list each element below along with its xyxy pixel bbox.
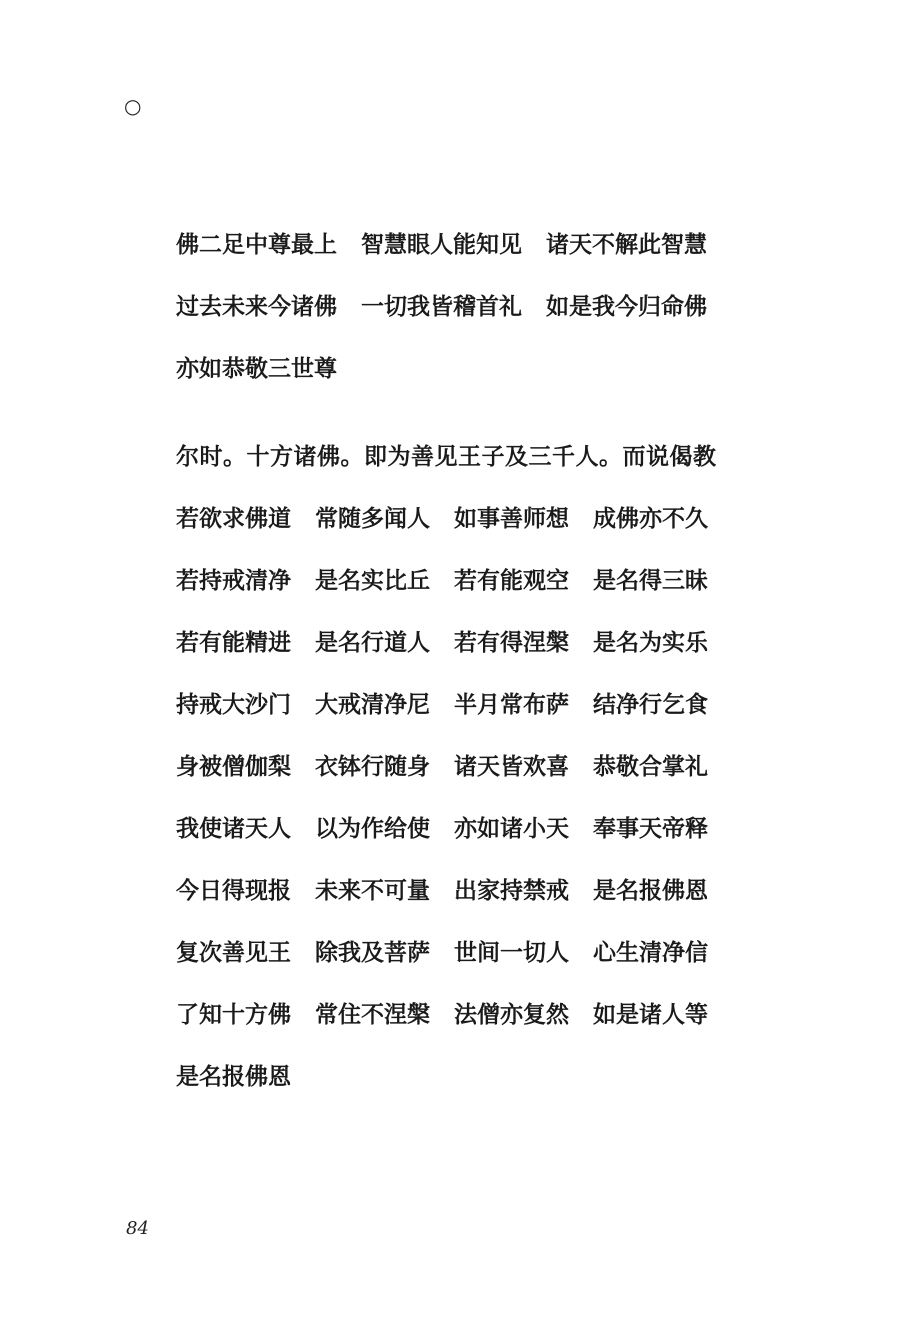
verse-line [176, 1063, 776, 1125]
verse-segment: 若持戒清净 [176, 567, 291, 594]
verse-segment: 是名报佛恩 [176, 1063, 291, 1090]
verse-line [176, 231, 776, 293]
verse-segment: 法僧亦复然 [454, 1001, 569, 1028]
verse-segment: 复次善见王 [176, 939, 291, 966]
verse-segment: 亦如恭敬三世尊 [176, 355, 337, 382]
verse-line [176, 877, 776, 939]
verse-segment: 诸天不解此智慧 [546, 231, 707, 258]
verse-segment: 成佛亦不久 [593, 505, 708, 532]
verse-segment: 大戒清净尼 [315, 691, 430, 718]
verse-segment: 奉事天帝释 [593, 815, 708, 842]
verse-line [176, 293, 776, 355]
verse-segment: 亦如诸小天 [454, 815, 569, 842]
verse-segment: 如事善师想 [454, 505, 569, 532]
verse-segment: 是名报佛恩 [593, 877, 708, 904]
verse-segment: 出家持禁戒 [454, 877, 569, 904]
verse-segment: 过去未来今诸佛 [176, 293, 337, 320]
verse-segment: 是名得三昧 [593, 567, 708, 594]
verse-line [176, 355, 776, 417]
verse-segment: 一切我皆稽首礼 [361, 293, 522, 320]
verse-segment: 若欲求佛道 [176, 505, 291, 532]
verse-segment: 身被僧伽梨 [176, 753, 291, 780]
verse-line [176, 939, 776, 1001]
verse-segment: 若有得涅槃 [454, 629, 569, 656]
verse-segment: 今日得现报 [176, 877, 291, 904]
verse-segment: 佛二足中尊最上 [176, 231, 337, 258]
verse-segment: 常住不涅槃 [315, 1001, 430, 1028]
verse-segment: 世间一切人 [454, 939, 569, 966]
verse-segment: 诸天皆欢喜 [454, 753, 569, 780]
verse-segment: 半月常布萨 [454, 691, 569, 718]
verse-segment: 如是我今归命佛 [546, 293, 707, 320]
verse-segment: 持戒大沙门 [176, 691, 291, 718]
verse-line [176, 567, 776, 629]
prose-line: 尔时。十方诸佛。即为善见王子及三千人。而说偈教 [176, 443, 717, 470]
stanza-two [176, 505, 776, 1125]
verse-segment: 智慧眼人能知见 [361, 231, 522, 258]
prose-paragraph [176, 443, 776, 505]
verse-line [176, 1001, 776, 1063]
verse-segment: 是名行道人 [315, 629, 430, 656]
verse-segment: 我使诸天人 [176, 815, 291, 842]
verse-line [176, 505, 776, 567]
verse-segment: 恭敬合掌礼 [593, 753, 708, 780]
stanza-one [176, 231, 776, 417]
verse-segment: 以为作给使 [315, 815, 430, 842]
circle-mark: ○ [124, 94, 142, 118]
verse-segment: 常随多闻人 [315, 505, 430, 532]
verse-segment: 如是诸人等 [593, 1001, 708, 1028]
verse-segment: 了知十方佛 [176, 1001, 291, 1028]
verse-segment: 衣钵行随身 [315, 753, 430, 780]
verse-line [176, 629, 776, 691]
verse-segment: 若有能精进 [176, 629, 291, 656]
verse-segment: 是名为实乐 [593, 629, 708, 656]
page-number: 84 [126, 1218, 149, 1239]
verse-segment: 是名实比丘 [315, 567, 430, 594]
verse-segment: 结净行乞食 [593, 691, 708, 718]
verse-line [176, 753, 776, 815]
verse-segment: 未来不可量 [315, 877, 430, 904]
verse-segment: 若有能观空 [454, 567, 569, 594]
verse-line [176, 815, 776, 877]
verse-line [176, 691, 776, 753]
verse-segment: 心生清净信 [593, 939, 708, 966]
verse-segment: 除我及菩萨 [315, 939, 430, 966]
